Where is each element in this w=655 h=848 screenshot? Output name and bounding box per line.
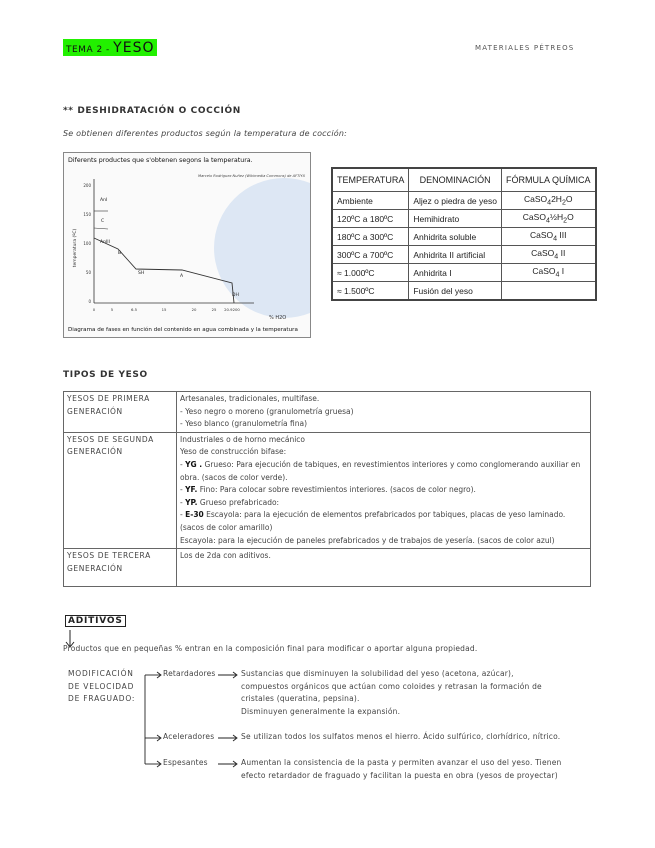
formula-cell: [501, 264, 595, 282]
table-row: [64, 432, 591, 548]
header-cell: TEMPERATURA: [332, 168, 409, 192]
formula-part: III: [557, 230, 567, 241]
name-cell: Fusión del yeso: [409, 282, 502, 301]
formula-sub: 4: [553, 234, 558, 243]
formula-part: I: [559, 266, 565, 277]
generation-label: GENERACIÓN: [67, 406, 123, 416]
desc-line-yg: [180, 459, 587, 484]
generation-label: YESOS DE TERCERA: [67, 551, 151, 561]
watermark-circle: [211, 178, 310, 318]
x-tick: 5: [110, 307, 114, 312]
formula-sub: 2: [563, 216, 568, 225]
desc-line: Industriales o de horno mecánico: [180, 434, 306, 444]
temp-cell: ≈ 1.000ºC: [332, 264, 409, 282]
x-tick: 20: [191, 307, 197, 312]
formula-part: II: [558, 248, 566, 259]
section-intro: Se obtienen diferentes productos según la temperatura de cocción:: [63, 129, 348, 138]
figure-title: Diferents productes que s'obtenen segons la temperatura.: [68, 157, 253, 164]
tree-root-line: DE FRAGUADO:: [68, 694, 136, 704]
desc-line-e30: [180, 509, 587, 534]
formula-cell: [501, 282, 595, 301]
type-key: E-30: [185, 510, 204, 520]
type-key: YG .: [185, 459, 203, 469]
table-row: [64, 549, 591, 587]
region-label: C: [101, 219, 105, 224]
tipos-table-wrap: [63, 391, 591, 587]
type-desc: Grueso: Para ejecución de tabiques, en revestimientos interiores y como conglomerando auxiliar en obra. (sacos de color verde).: [180, 459, 581, 482]
tipos-table: [63, 391, 591, 587]
temperature-table: [331, 167, 597, 301]
chapter-label: TEMA 2 -: [66, 45, 114, 55]
generation-label: YESOS DE SEGUNDA: [67, 434, 154, 444]
name-cell: Anhidrita soluble: [409, 228, 502, 246]
y-ticks: [83, 183, 91, 304]
desc-line: Escayola: para la ejecución de paneles prefabricados y de trabajos de yesería. (sacos de color azul): [180, 535, 555, 545]
bullet: -: [180, 459, 186, 469]
desc-line: compuestos orgánicos que actúan como coloides y retrasan la formación de: [241, 681, 542, 691]
formula-sub: 4: [547, 198, 552, 207]
tree-root-line: MODIFICACIÓN: [68, 669, 134, 678]
temp-cell: 120ºC a 180ºC: [332, 210, 409, 228]
chapter-title-highlight: [63, 39, 157, 56]
figure-xlabel: % H2O: [269, 315, 287, 321]
formula-cell: [501, 228, 595, 246]
formula-sub: 2: [561, 198, 566, 207]
temp-cell: 180ºC a 300ºC: [332, 228, 409, 246]
table-header-row: [332, 168, 596, 192]
temp-cell: ≈ 1.500ºC: [332, 282, 409, 301]
formula-part: CaSO: [531, 248, 555, 259]
header-cell: DENOMINACIÓN: [409, 168, 502, 192]
formula-part: O: [565, 194, 573, 205]
chapter-name: YESO: [113, 40, 155, 56]
region-label: B: [118, 251, 122, 256]
y-tick: 100: [83, 241, 91, 246]
x-tick: 0: [92, 307, 96, 312]
formula-cell: [501, 192, 595, 210]
phase-boundary-mid: [94, 228, 108, 229]
generation-label: GENERACIÓN: [67, 447, 123, 457]
region-label: AnI: [100, 198, 108, 203]
bullet: -: [180, 510, 186, 520]
phase-diagram-figure: [63, 152, 311, 338]
desc-line: Yeso de construcción bifase:: [180, 447, 287, 457]
generation-label: GENERACIÓN: [67, 563, 123, 573]
name-cell: Aljez o piedra de yeso: [409, 192, 502, 210]
header-subject: MATERIALES PÉTREOS: [475, 44, 575, 52]
y-tick: 200: [83, 183, 91, 188]
desc-line: efecto retardador de fraguado y facilitan la puesta en obra (yesos de proyectar): [241, 770, 558, 780]
x-tick: 20.9200: [224, 307, 240, 312]
formula-part: ½H: [549, 212, 564, 223]
type-key: YF.: [185, 485, 198, 495]
branch-name-espesantes: Espesantes: [163, 758, 208, 767]
branch-desc-aceleradores: [241, 731, 560, 744]
table-row: [332, 264, 596, 282]
section-title-deshidratacion: ** DESHIDRATACIÓN O COCCIÓN: [63, 106, 241, 116]
branch-desc-espesantes: [241, 757, 562, 782]
formula-sub: 4: [554, 252, 559, 261]
table-row: [332, 192, 596, 210]
x-ticks: [93, 307, 241, 312]
generation-label-cell: [64, 549, 177, 587]
generation-label: YESOS DE PRIMERA: [67, 394, 150, 403]
type-key: YP.: [185, 497, 198, 507]
bullet: -: [180, 485, 186, 495]
formula-sub: 4: [545, 216, 550, 225]
x-tick: 15: [161, 307, 167, 312]
y-tick: 50: [85, 270, 91, 275]
formula-cell: [501, 246, 595, 264]
region-label: A: [180, 274, 184, 279]
desc-line: - Yeso negro o moreno (granulometría gruesa): [180, 406, 354, 416]
y-tick: 150: [83, 212, 91, 217]
branch-name-retardadores: Retardadores: [163, 669, 216, 678]
formula-cell: [501, 210, 595, 228]
name-cell: Anhidrita I: [409, 264, 502, 282]
figure-ylabel: temperatura (ºC): [73, 228, 78, 268]
formula-part: CaSO: [529, 230, 554, 241]
y-tick: 0: [88, 299, 91, 304]
desc-line: Aumentan la consistencia de la pasta y permiten avanzar el uso del yeso. Tienen: [241, 758, 562, 767]
generation-desc-cell: [177, 392, 591, 433]
generation-desc-cell: [177, 432, 591, 548]
desc-line: Disminuyen generalmente la expansión.: [241, 706, 401, 716]
desc-line: Los de 2da con aditivos.: [180, 551, 271, 561]
temperature-table-wrap: [331, 167, 595, 301]
bullet: -: [180, 497, 186, 507]
generation-label-cell: [64, 432, 177, 548]
formula-part: CaSO: [523, 194, 548, 205]
desc-line: Artesanales, tradicionales, multifase.: [180, 394, 320, 403]
formula-part: 2H: [551, 194, 562, 205]
temp-cell: 300ºC a 700ºC: [332, 246, 409, 264]
tree-root-line: DE VELOCIDAD: [68, 681, 135, 691]
section-title-aditivos: ADITIVOS: [65, 615, 126, 627]
formula-part: CaSO: [522, 212, 546, 223]
region-label: AnIII: [100, 240, 110, 245]
desc-line: cristales (queratina, pepsina).: [241, 694, 360, 704]
desc-line-yp: [180, 497, 587, 510]
table-row: [332, 228, 596, 246]
x-tick: 25: [211, 307, 217, 312]
type-desc: Escayola: para la ejecución de elementos prefabricados por tabiques, placas de yeso laminado. (sacos de color amarillo): [180, 510, 566, 532]
x-tick: 6.5: [130, 307, 138, 312]
branch-desc-retardadores: [241, 668, 542, 718]
temp-cell: Ambiente: [332, 192, 409, 210]
region-label: SH: [138, 271, 145, 276]
generation-label-cell: [64, 392, 177, 433]
tree-root: [68, 668, 135, 706]
branch-name-aceleradores: Aceleradores: [163, 732, 215, 741]
header-cell: FÓRMULA QUÍMICA: [501, 168, 595, 192]
aditivos-intro: Productos que en pequeñas % entran en la composición final para modificar o aportar alguna propiedad.: [63, 644, 478, 653]
section-title-tipos: TIPOS DE YESO: [63, 370, 148, 380]
formula-part: CaSO: [532, 266, 556, 277]
formula-sub: 4: [555, 270, 560, 279]
desc-line: Sustancias que disminuyen la solubilidad del yeso (acetona, azúcar),: [241, 669, 514, 678]
table-row: [332, 246, 596, 264]
type-desc: Fino: Para colocar sobre revestimientos interiores. (sacos de color negro).: [197, 485, 476, 495]
table-row: [332, 282, 596, 301]
phase-diagram-svg: [64, 153, 310, 337]
table-row: [64, 392, 591, 433]
region-label: DH: [232, 293, 239, 298]
table-row: [332, 210, 596, 228]
name-cell: Hemihidrato: [409, 210, 502, 228]
formula-part: O: [567, 212, 574, 223]
name-cell: Anhidrita II artificial: [409, 246, 502, 264]
desc-line: - Yeso blanco (granulometría fina): [180, 419, 308, 429]
generation-desc-cell: [177, 549, 591, 587]
desc-line: Se utilizan todos los sulfatos menos el hierro. Ácido sulfúrico, clorhídrico, nítrico.: [241, 732, 561, 741]
desc-line-yf: [180, 484, 587, 497]
figure-caption: Diagrama de fases en función del contenido en agua combinada y la temperatura: [68, 327, 298, 333]
phase-boundary-line: [94, 238, 234, 303]
figure-subtitle: Marcelo Rodríguez Nuñez (Wikimedia Commons) de AFTIYX: [198, 174, 306, 178]
type-desc: Grueso prefabricado:: [197, 497, 280, 507]
